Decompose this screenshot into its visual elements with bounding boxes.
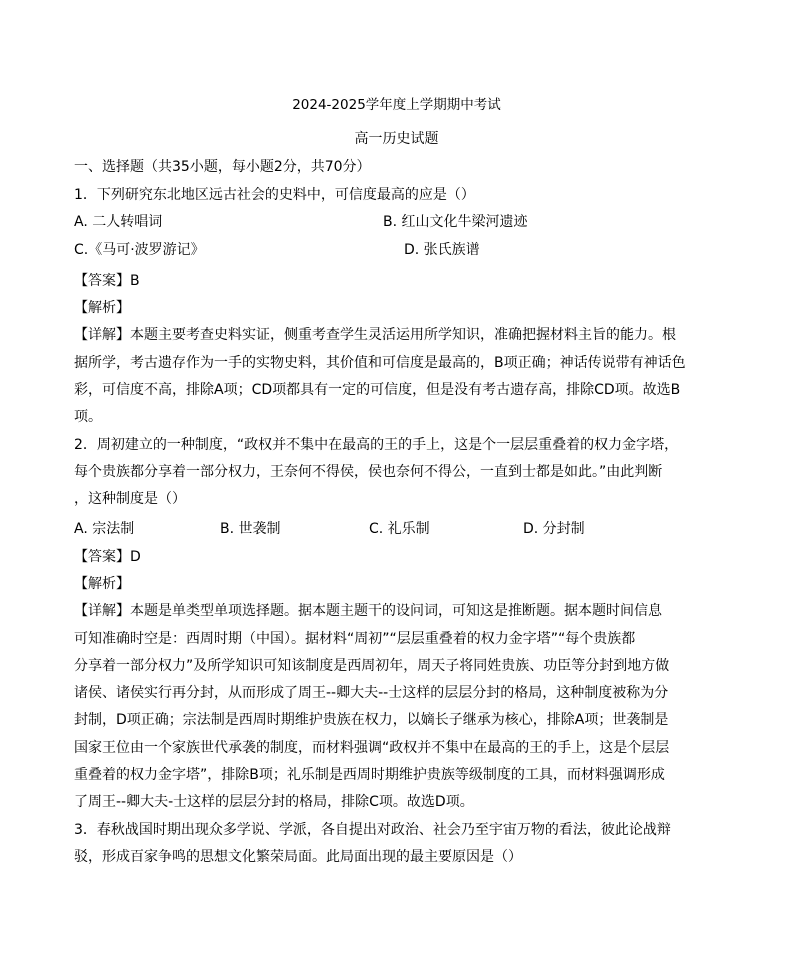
question-2-detail-line: 了周王--卿大夫-士这样的层层分封的格局，排除C项。故选D项。: [74, 794, 474, 810]
question-1-detail-line: 【详解】本题主要考查史料实证，侧重考查学生灵活运用所学知识，准确把握材料主旨的能力。根: [74, 327, 676, 343]
question-1-option-a: A. 二人转唱词: [74, 214, 163, 230]
question-2-detail-line: 【详解】本题是单类型单项选择题。据本题主题干的设问词，可知这是推断题。据本题时间信息: [74, 603, 662, 619]
question-2-stem-line: 每个贵族都分享着一部分权力，王奈何不得侯，侯也奈何不得公，一直到士都是如此。”由此判断: [74, 464, 663, 480]
question-2-analysis-label: 【解析】: [74, 576, 130, 592]
section-heading: 一、选择题（共35小题，每小题2分，共70分）: [74, 159, 371, 175]
question-2-option-c: C. 礼乐制: [369, 521, 430, 537]
question-2-option-a: A. 宗法制: [74, 521, 135, 537]
question-2-answer: 【答案】D: [74, 549, 141, 565]
question-3-stem-line: 3．春秋战国时期出现众多学说、学派，各自提出对政治、社会乃至宇宙万物的看法，彼此论战辩: [74, 822, 671, 838]
question-3-stem-line: 驳，形成百家争鸣的思想文化繁荣局面。此局面出现的最主要原因是（）: [74, 849, 522, 865]
question-2-detail-line: 可知准确时空是：西周时期（中国）。据材料“周初”“层层重叠着的权力金字塔”“每个贵族都: [74, 631, 636, 647]
question-1-answer: 【答案】B: [74, 273, 140, 289]
question-1-detail-line: 彩，可信度不高，排除A项；CD项都具有一定的可信度，但是没有考古遗存高，排除CD项。故选B: [74, 382, 681, 398]
question-1-analysis-label: 【解析】: [74, 300, 130, 316]
question-2-detail-line: 国家王位由一个家族世代承袭的制度，而材料强调“政权并不集中在最高的王的手上，这是个层层: [74, 740, 670, 756]
question-2-detail-line: 分享着一部分权力”及所学知识可知该制度是西周初年，周天子将同姓贵族、功臣等分封到地方做: [74, 658, 670, 674]
question-2-stem-line: ，这种制度是（）: [74, 491, 186, 507]
question-2-detail-line: 诸侯、诸侯实行再分封，从而形成了周王--卿大夫--士这样的层层分封的格局，这种制度被称为分: [74, 685, 669, 701]
question-2-option-d: D. 分封制: [523, 521, 585, 537]
question-2-detail-line: 重叠着的权力金字塔”，排除B项；礼乐制是西周时期维护贵族等级制度的工具，而材料强调形成: [74, 767, 665, 783]
question-1-stem: 1．下列研究东北地区远古社会的史料中，可信度最高的应是（）: [74, 187, 475, 203]
question-1-option-d: D. 张氏族谱: [404, 242, 480, 258]
question-1-detail-line: 项。: [74, 409, 102, 425]
question-1-detail-line: 据所学，考古遗存作为一手的实物史料，其价值和可信度是最高的，B项正确；神话传说带有神话色: [74, 355, 686, 371]
question-2-stem-line: 2．周初建立的一种制度，“政权并不集中在最高的王的手上，这是个一层层重叠着的权力金字塔，: [74, 437, 679, 453]
question-1-option-b: B. 红山文化牛梁河遗迹: [383, 214, 528, 230]
question-2-detail-line: 封制，D项正确；宗法制是西周时期维护贵族在权力，以嫡长子继承为核心，排除A项；世袭制是: [74, 712, 669, 728]
exam-title: 2024-2025学年度上学期期中考试: [292, 97, 501, 113]
question-1-option-c: C.《马可·波罗游记》: [74, 242, 205, 258]
subject-title: 高一历史试题: [354, 131, 439, 147]
question-2-option-b: B. 世袭制: [220, 521, 281, 537]
